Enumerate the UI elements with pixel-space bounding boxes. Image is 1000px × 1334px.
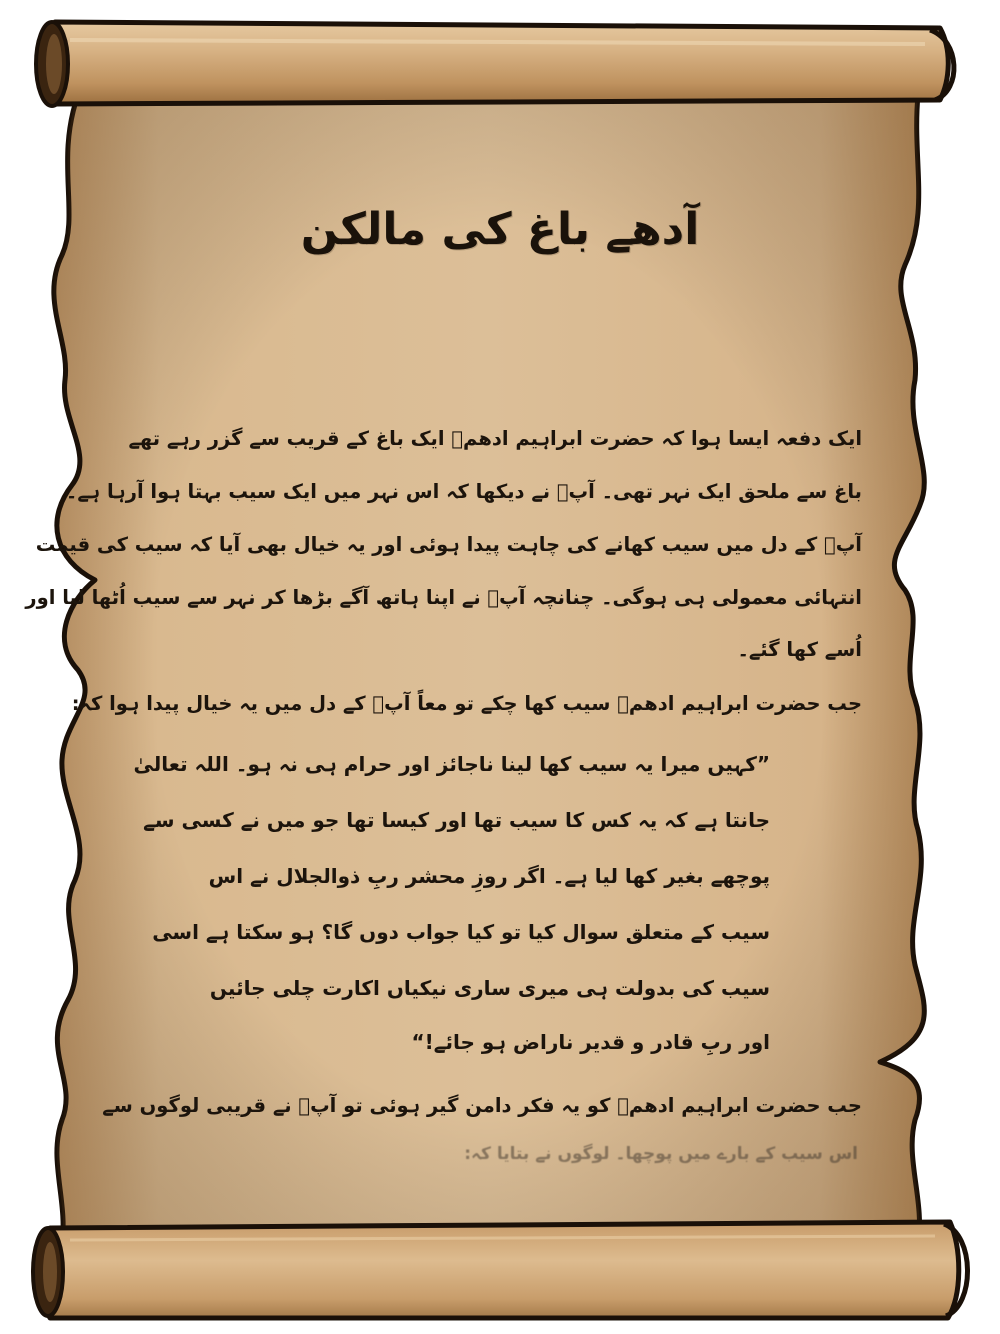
- paragraph-3: جب حضرت ابراہیم ادھمؒ کو یہ فکر دامن گیر ہوئی تو آپؒ نے قریبی لوگوں سے: [102, 1094, 862, 1117]
- paragraph-2: جب حضرت ابراہیم ادھمؒ سیب کھا چکے تو معاً آپؒ کے دل میں یہ خیال پیدا ہوا کہ:: [71, 692, 862, 715]
- quote-line-6: اور ربِ قادر و قدیر ناراض ہو جائے!“: [411, 1030, 770, 1054]
- paragraph-1-line-5: اُسے کھا گئے۔: [737, 638, 862, 661]
- quote-line-4: سیب کے متعلق سوال کیا تو کیا جواب دوں گا؟ ہو سکتا ہے اسی: [152, 920, 770, 944]
- paragraph-1-line-2: باغ سے ملحق ایک نہر تھی۔ آپؒ نے دیکھا کہ اس نہر میں ایک سیب بہتا ہوا آرہا ہے۔: [65, 480, 862, 503]
- quote-line-3: پوچھے بغیر کھا لیا ہے۔ اگر روزِ محشر ربِ ذوالجلال نے اس: [208, 864, 770, 888]
- paragraph-1-line-3: آپؒ کے دل میں سیب کھانے کی چاہت پیدا ہوئی اور یہ خیال بھی آیا کہ سیب کی قیمت: [35, 533, 862, 556]
- quote-line-1: ”کہیں میرا یہ سیب کھا لینا ناجائز اور حرام ہی نہ ہو۔ اللہ تعالیٰ: [133, 752, 770, 776]
- paragraph-3-faded-line: اس سیب کے بارے میں پوچھا۔ لوگوں نے بتایا کہ:: [464, 1144, 858, 1164]
- quote-line-5: سیب کی بدولت ہی میری ساری نیکیاں اکارت چلی جائیں: [209, 976, 770, 1000]
- page-title: آدھے باغ کی مالکن: [300, 204, 700, 255]
- paragraph-1-line-1: ایک دفعہ ایسا ہوا کہ حضرت ابراہیم ادھمؒ ایک باغ کے قریب سے گزر رہے تھے: [128, 427, 862, 450]
- bottom-roll: [33, 1222, 968, 1318]
- paragraph-1-line-4: انتہائی معمولی ہی ہوگی۔ چنانچہ آپؒ نے اپنا ہاتھ آگے بڑھا کر نہر سے سیب اُٹھا لیا اور: [25, 586, 862, 609]
- quote-line-2: جانتا ہے کہ یہ کس کا سیب تھا اور کیسا تھا جو میں نے کسی سے: [143, 808, 770, 832]
- top-roll: [36, 22, 954, 106]
